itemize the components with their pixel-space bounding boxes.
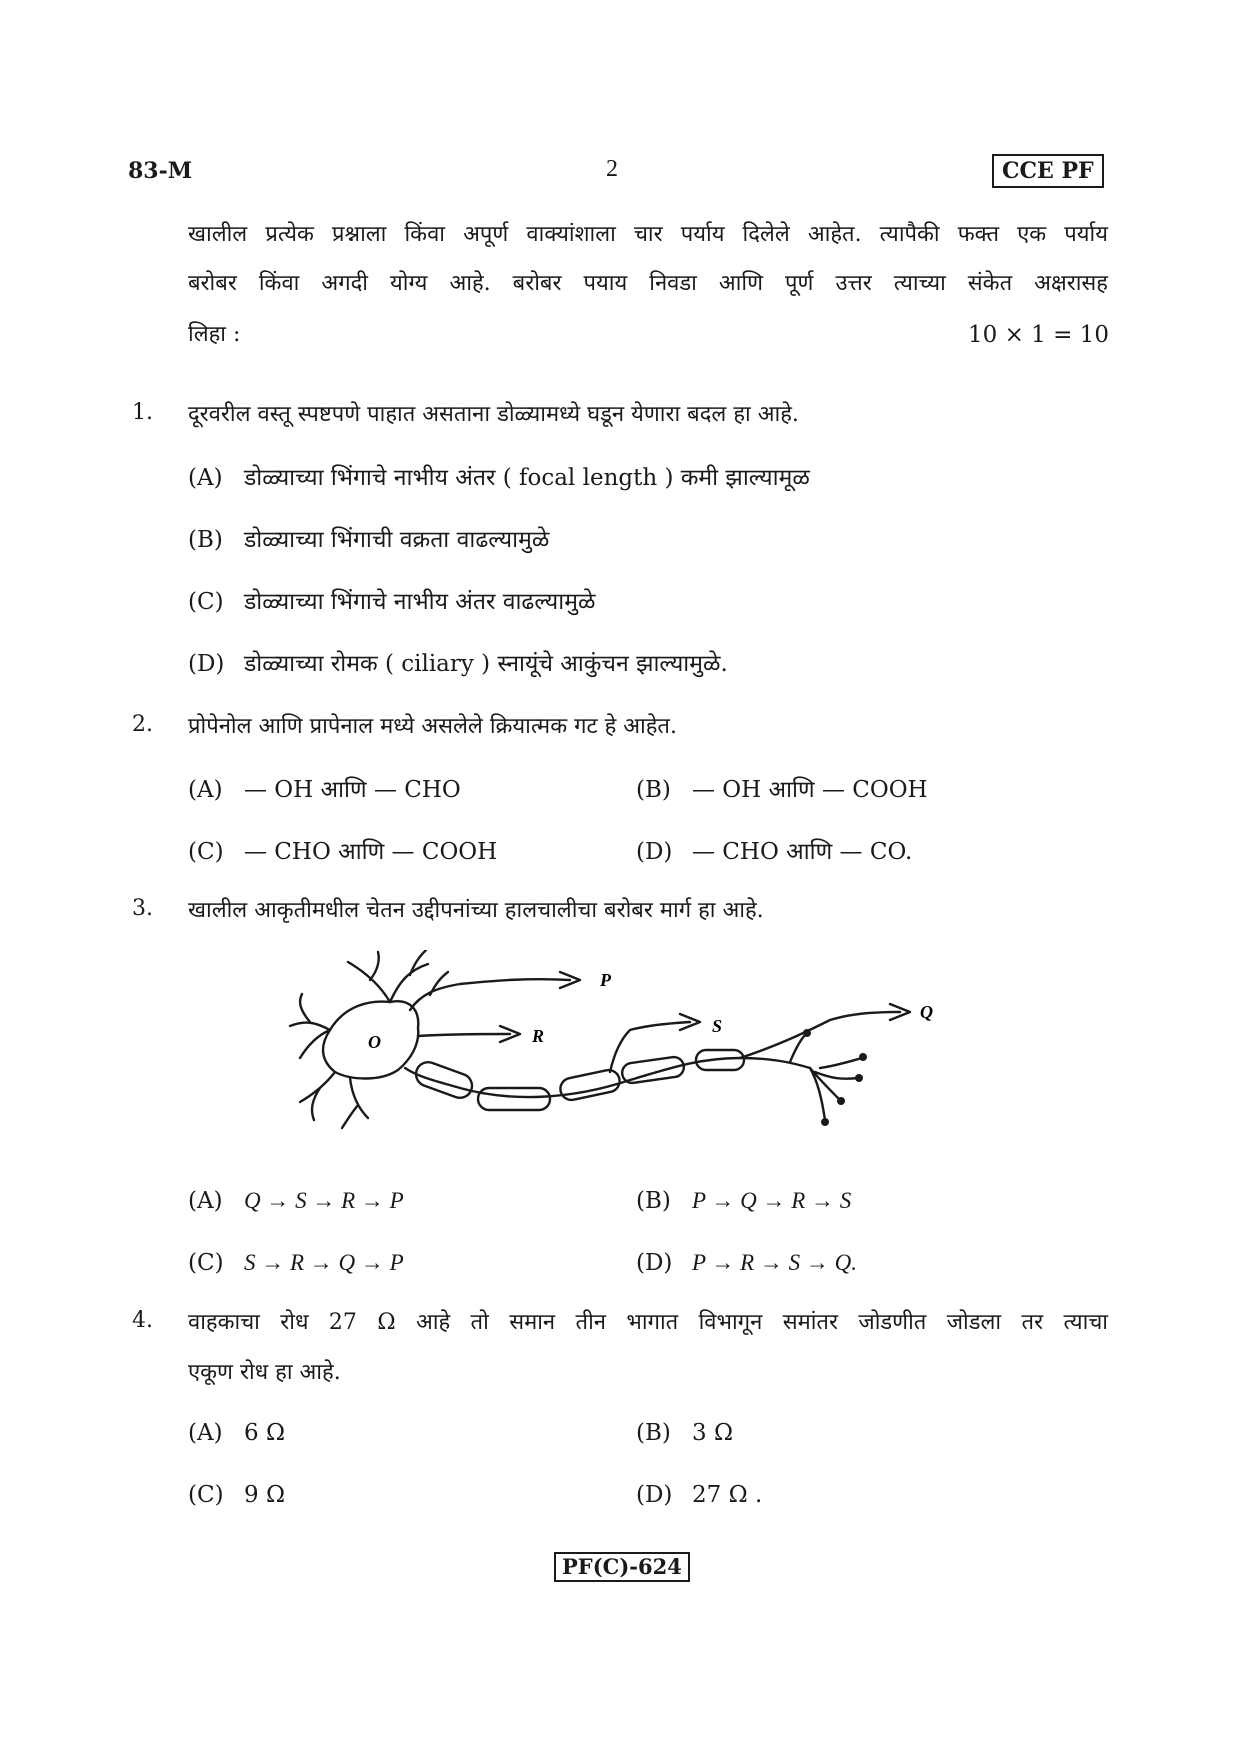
terminal-knob [855, 1074, 863, 1082]
q1-option-c [188, 584, 595, 616]
option-text: — OH आणि — CHO [244, 777, 461, 803]
instructions-line-2: बरोबर किंवा अगदी योग्य आहे. बरोबर पयाय निवडा आणि पूर्ण उत्तर त्याच्या संकेत अक्षरासह [188, 271, 1108, 296]
dendrites-top [348, 950, 428, 1002]
question-2-number: 2. [132, 712, 153, 737]
question-3-text: खालील आकृतीमधील चेतन उद्दीपनांच्या हालचालीचा बरोबर मार्ग हा आहे. [188, 898, 764, 923]
option-label: (C) [188, 839, 224, 865]
option-text: 9 Ω [244, 1482, 286, 1508]
axon-terminals [790, 1034, 862, 1120]
myelin-sheath [478, 1088, 550, 1110]
terminal-knob [837, 1097, 845, 1105]
option-label: (A) [188, 1188, 223, 1214]
q1-option-d [188, 646, 728, 678]
label-r: R [532, 1026, 545, 1046]
option-label: (C) [188, 589, 224, 615]
paper-code: 83-M [128, 158, 193, 184]
option-text: P → Q → R → S [692, 1188, 852, 1213]
option-label: (A) [188, 777, 223, 803]
option-label: (B) [636, 1420, 671, 1446]
option-label: (A) [188, 465, 223, 491]
dendrites-bottom [300, 1072, 368, 1128]
option-text: डोळ्याच्या भिंगाची वक्रता वाढल्यामुळे [244, 527, 550, 553]
myelin-sheath [413, 1059, 476, 1101]
q3-option-d [636, 1250, 857, 1276]
option-text: — CHO आणि — CO. [692, 839, 913, 865]
option-text: 3 Ω [692, 1420, 734, 1446]
option-text: डोळ्याच्या भिंगाचे नाभीय अंतर ( focal length ) कमी झाल्यामूळ [244, 465, 810, 491]
terminal-knob [821, 1118, 829, 1126]
question-4-text-line-2: एकूण रोध हा आहे. [188, 1360, 341, 1385]
instructions-line-1: खालील प्रत्येक प्रश्नाला किंवा अपूर्ण वाक्यांशाला चार पर्याय दिलेले आहेत. त्यापैकी फक्त एक पर्याय [188, 222, 1108, 247]
q4-option-d [636, 1482, 762, 1508]
option-label: (D) [188, 651, 225, 677]
terminal-knob [803, 1029, 811, 1037]
q3-option-c [188, 1250, 404, 1276]
option-text: — CHO आणि — COOH [244, 839, 498, 865]
q3-option-b [636, 1188, 851, 1214]
q2-option-b [636, 772, 928, 804]
option-text: — OH आणि — COOH [692, 777, 928, 803]
option-label: (B) [636, 1188, 671, 1214]
question-2-text: प्रोपेनोल आणि प्रापेनाल मध्ये असलेले क्रियात्मक गट हे आहेत. [188, 714, 677, 739]
series-box: CCE PF [992, 154, 1104, 188]
footer-code-box: PF(C)-624 [554, 1552, 690, 1582]
question-3-number: 3. [132, 896, 153, 921]
option-label: (D) [636, 839, 673, 865]
option-label: (C) [188, 1250, 224, 1276]
label-o: O [368, 1032, 381, 1052]
collateral-p [410, 979, 570, 1010]
option-label: (B) [188, 527, 223, 553]
collateral-r [418, 1034, 510, 1036]
q1-option-b [188, 522, 549, 554]
q4-option-c [188, 1482, 285, 1508]
option-label: (D) [636, 1482, 673, 1508]
option-text: S → R → Q → P [244, 1250, 404, 1275]
q2-option-d [636, 834, 912, 866]
option-text: डोळ्याच्या रोमक ( ciliary ) स्नायूंचे आकुंचन झाल्यामुळे. [244, 651, 728, 677]
q1-option-a [188, 460, 810, 492]
marks-allocation: 10 × 1 = 10 [968, 322, 1109, 348]
terminal-knob [859, 1053, 867, 1061]
axon [405, 1058, 810, 1097]
q4-option-a [188, 1420, 285, 1446]
q4-option-b [636, 1420, 733, 1446]
option-text: Q → S → R → P [244, 1188, 404, 1213]
collateral-q [740, 1012, 900, 1058]
option-label: (D) [636, 1250, 673, 1276]
option-label: (B) [636, 777, 671, 803]
option-text: 6 Ω [244, 1420, 286, 1446]
option-text: डोळ्याच्या भिंगाचे नाभीय अंतर वाढल्यामुळे [244, 589, 596, 615]
label-s: S [712, 1016, 723, 1036]
question-1-text: दूरवरील वस्तू स्पष्टपणे पाहात असताना डोळ्यामध्ये घडून येणारा बदल हा आहे. [188, 402, 799, 427]
q2-option-a [188, 772, 461, 804]
question-1-number: 1. [132, 400, 153, 425]
question-4-number: 4. [132, 1308, 153, 1333]
neuron-diagram [270, 950, 970, 1150]
option-text: P → R → S → Q. [692, 1250, 858, 1275]
option-label: (C) [188, 1482, 224, 1508]
label-p: P [600, 970, 611, 990]
instructions-line-3: लिहा : [188, 322, 241, 347]
option-label: (A) [188, 1420, 223, 1446]
label-q: Q [920, 1002, 933, 1022]
q3-option-a [188, 1188, 404, 1214]
collateral-s [610, 1022, 690, 1072]
q2-option-c [188, 834, 497, 866]
option-text: 27 Ω . [692, 1482, 763, 1508]
question-4-text-line-1: वाहकाचा रोध 27 Ω आहे तो समान तीन भागात विभागून समांतर जोडणीत जोडला तर त्याचा [188, 1310, 1108, 1335]
page-number: 2 [606, 156, 618, 182]
